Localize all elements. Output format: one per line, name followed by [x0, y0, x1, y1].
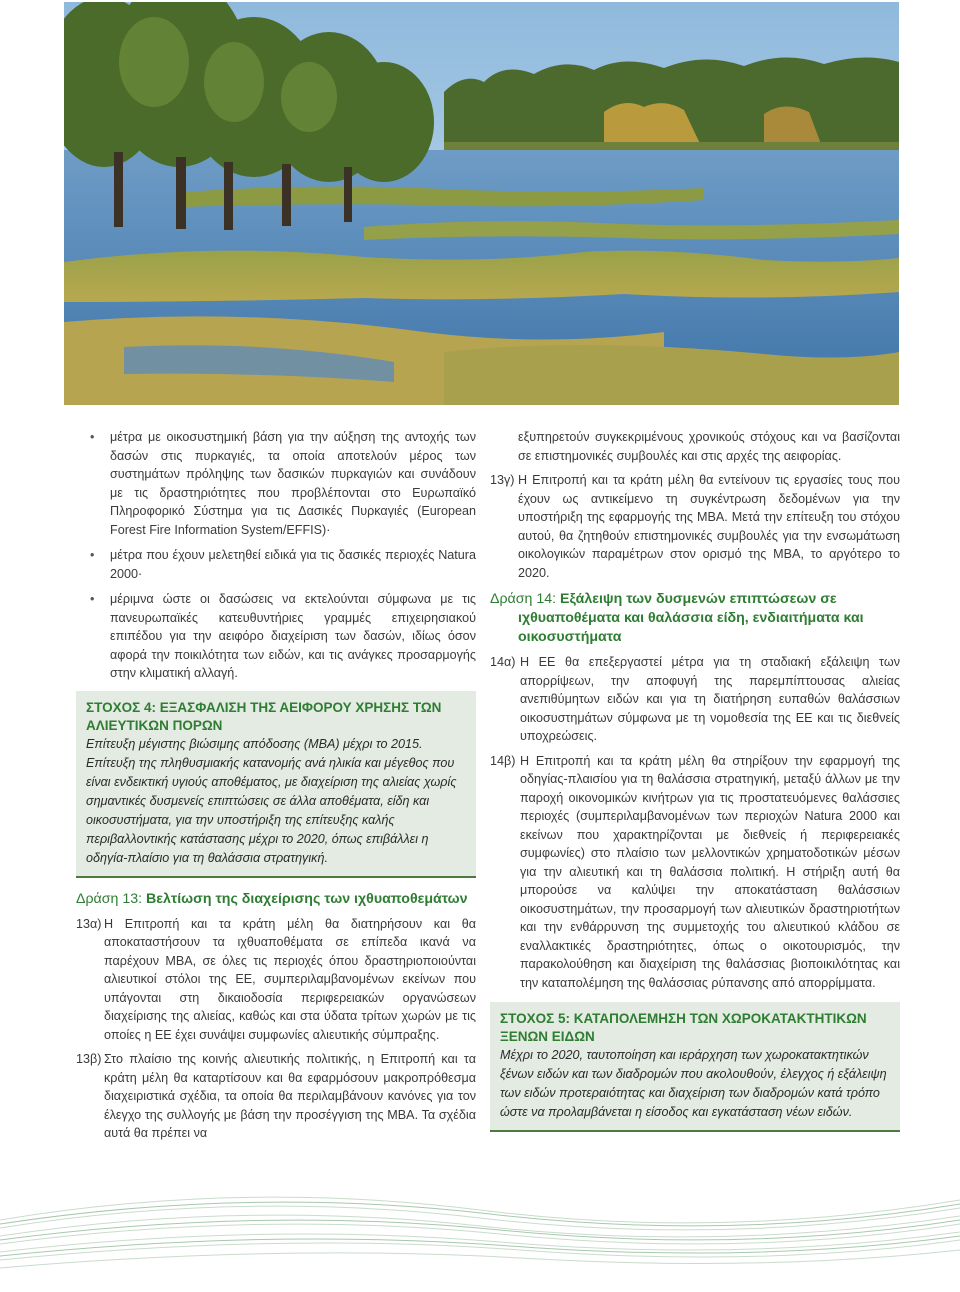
action-item-14b — [490, 752, 900, 993]
action-13-prefix: Δράση 13: — [76, 890, 143, 907]
item-text: Η Επιτροπή και τα κράτη μέλη θα διατηρήσουν και θα αποκαταστήσουν τα ιχθυαποθέματα σε επίπεδα ικανά να παρέχουν ΜΒΑ, σε όλες τις περιοχές όπου δραστηριοποιούνται αλιευτικοί στόλοι της ΕΕ, συμπεριλαμβανομένων εκείνων που υπάγονται στη δικαιοδοσία περιφερειακών οργανώσεων διαχείρισης της αλιείας, καθώς και στα ύδατα τρίτων χωρών με τις οποίες η ΕΕ έχει συνάψει συμφωνίες αλιευτικής σύμπραξης. — [104, 916, 476, 1042]
item-text: Η Επιτροπή και τα κράτη μέλη θα εντείνουν τις εργασίες τους που έχουν ως αντικείμενο τη συγκέντρωση δεδομένων για την υποστήριξη της εφαρμογής της ΜΒΑ. Μετά την επίτευξη του στόχου αυτού, θα ζητηθούν επιστημονικές συμβουλές για την ενσωμάτωση οικολογικών παραμέτρων στον ορισμό της ΜΒΑ, το αργότερο το 2020. — [518, 473, 900, 580]
action-14-prefix: Δράση 14: — [490, 591, 557, 607]
right-column — [490, 428, 900, 1144]
action-14-heading — [490, 590, 900, 647]
item-text: Η ΕΕ θα επεξεργαστεί μέτρα για τη σταδιακή εξάλειψη των απορρίψεων, την αποφυγή της παρεμπίπτουσας αλιείας ανεπιθύμητων ειδών και για τη διατήρηση ευπαθών θαλάσσιων οικοσυστημάτων σύμφωνα με τη νομοθεσία της ΕΕ και τις διεθνείς υποχρεώσεις. — [520, 655, 900, 743]
item-number: 14α) — [490, 655, 516, 669]
goal-4-line-1: Επίτευξη μέγιστης βιώσιμης απόδοσης (ΜΒΑ) μέχρι το 2015. — [86, 736, 423, 751]
goal-4-box — [76, 691, 476, 878]
action-13-title: Βελτίωση της διαχείρισης των ιχθυαποθεμάτων — [146, 890, 468, 907]
action-14-title: Εξάλειψη των δυσμενών επιπτώσεων σε ιχθυαποθέματα και θαλάσσια είδη, ενδιαιτήματα και οικοσυστήματα — [518, 591, 864, 645]
item-text: Η Επιτροπή και τα κράτη μέλη θα στηρίξουν την εφαρμογή της οδηγίας-πλαισίου για τη θαλάσσια στρατηγική, μεταξύ άλλων με την παροχή οικονομικών κινήτρων για τις προστατευόμενες θαλάσσιες περιοχές (συμπεριλαμβανομένων των περιοχών Natura 2000 και εκείνων που χαρακτηρίζονται με διεθνείς ή περιφερειακές συμφωνίες) στο πλαίσιο των μελλοντικών χρηματοδοτικών μέσων για την αλιευτική και τη θαλάσσια πολιτική. Η στήριξη αυτή θα μπορούσε να καλύψει την αποκατάσταση θαλάσσιων οικοσυστημάτων, την προσαρμογή των αλιευτικών δραστηριοτήτων και την ενθάρρυνση της συμμετοχής του αλιευτικού κλάδου σε εναλλακτικές δραστηριότητες, όπως ο οικοτουρισμός, την παρακολούθηση και διαχείριση της θαλάσσιας βιοποικιλότητας και την καταπολέμηση της θαλάσσιας ρύπανσης από απορρίμματα. — [520, 753, 900, 990]
list-item: • μέτρα που έχουν μελετηθεί ειδικά για τις δασικές περιοχές Natura 2000· — [76, 546, 476, 583]
list-item: • μέτρα με οικοσυστημική βάση για την αύξηση της αντοχής των δασών στις πυρκαγιές, τα οποία αποτελούν μέρος των συστημάτων πρόληψης των δασικών πυρκαγιών και συνάδουν με τις δραστηριότητες που προβλέπονται στο Ευρωπαϊκό Πληροφορικό Σύστημα για τις Δασικές Πυρκαγιές (European Forest Fire Information System/EFFIS)· — [76, 428, 476, 539]
wetland-landscape-photo — [64, 2, 899, 405]
goal-5-title: ΣΤΟΧΟΣ 5: ΚΑΤΑΠΟΛΕΜΗΣΗ ΤΩΝ ΧΩΡΟΚΑΤΑΚΤΗΤΙΚΩΝ ΞΕΝΩΝ ΕΙΔΩΝ — [500, 1011, 867, 1044]
decorative-swirl-lines — [0, 1180, 960, 1292]
continued-text: εξυπηρετούν συγκεκριμένους χρονικούς στόχους και να βασίζονται σε επιστημονικές συμβουλές και στις αρχές της αειφορίας. — [518, 430, 900, 463]
item-number: 13β) — [76, 1052, 102, 1066]
item-number: 13α) — [76, 916, 102, 931]
goal-4-line-2: Επίτευξη της πληθυσμιακής κατανομής ανά ηλικία και μέγεθος που είναι ενδεικτική υγιούς αποθέματος, με διαχείριση της αλιείας χωρίς σημαντικές δυσμενείς επιπτώσεις σε άλλα αποθέματα, είδη και οικοσυστήματα, για την υποστήριξη της επίτευξης καλής περιβαλλοντικής κατάστασης μέχρι το 2020, όπως επιβάλλει η οδηγία-πλαίσιο για τη θαλάσσια στρατηγική. — [86, 755, 457, 865]
item-number: 14β) — [490, 753, 516, 768]
action-13-heading — [76, 890, 476, 909]
action-item-13b — [76, 1050, 476, 1143]
item-text: Στο πλαίσιο της κοινής αλιευτικής πολιτικής, η Επιτροπή και τα κράτη μέλη θα καταρτίσουν και θα εφαρμόσουν μακροπρόθεσμα διαχειριστικά σχέδια, τα οποία θα περιλαμβάνουν κανόνες για τον έλεγχο της συλλογής με βάση την προσέγγιση της ΜΒΑ. Τα σχέδια αυτά θα πρέπει να — [104, 1052, 476, 1140]
measures-list — [76, 428, 476, 683]
action-item-13a — [76, 915, 476, 1045]
item-number: 13γ) — [490, 473, 515, 487]
goal-5-text: Μέχρι το 2020, ταυτοποίηση και ιεράρχηση των χωροκατακτητικών ξένων ειδών και των διαδρομών που ακολουθούν, έλεγχος ή εξάλειψη των ειδών προτεραιότητας και διαχείριση των διαδρομών κατά τρόπο ώστε να προλαμβάνεται η είσοδος και εγκατάσταση νέων ειδών. — [500, 1048, 887, 1119]
list-item: • μέριμνα ώστε οι δασώσεις να εκτελούνται σύμφωνα με τις πανευρωπαϊκές κατευθυντήριες γραμμές επιχειρησιακού επιπέδου για την αειφόρο διαχείριση των δασών, ιδίως όσον αφορά την ποικιλότητα των ειδών, και τις ανάγκες προσαρμογής στην κλιματική αλλαγή. — [76, 590, 476, 683]
action-item-14a — [490, 653, 900, 746]
action-item-13c — [490, 471, 900, 582]
left-column — [76, 428, 476, 1149]
goal-4-title: ΣΤΟΧΟΣ 4: ΕΞΑΣΦΑΛΙΣΗ ΤΗΣ ΑΕΙΦΟΡΟΥ ΧΡΗΣΗΣ ΤΩΝ ΑΛΙΕΥΤΙΚΩΝ ΠΟΡΩΝ — [86, 699, 442, 733]
goal-5-box — [490, 1002, 900, 1132]
